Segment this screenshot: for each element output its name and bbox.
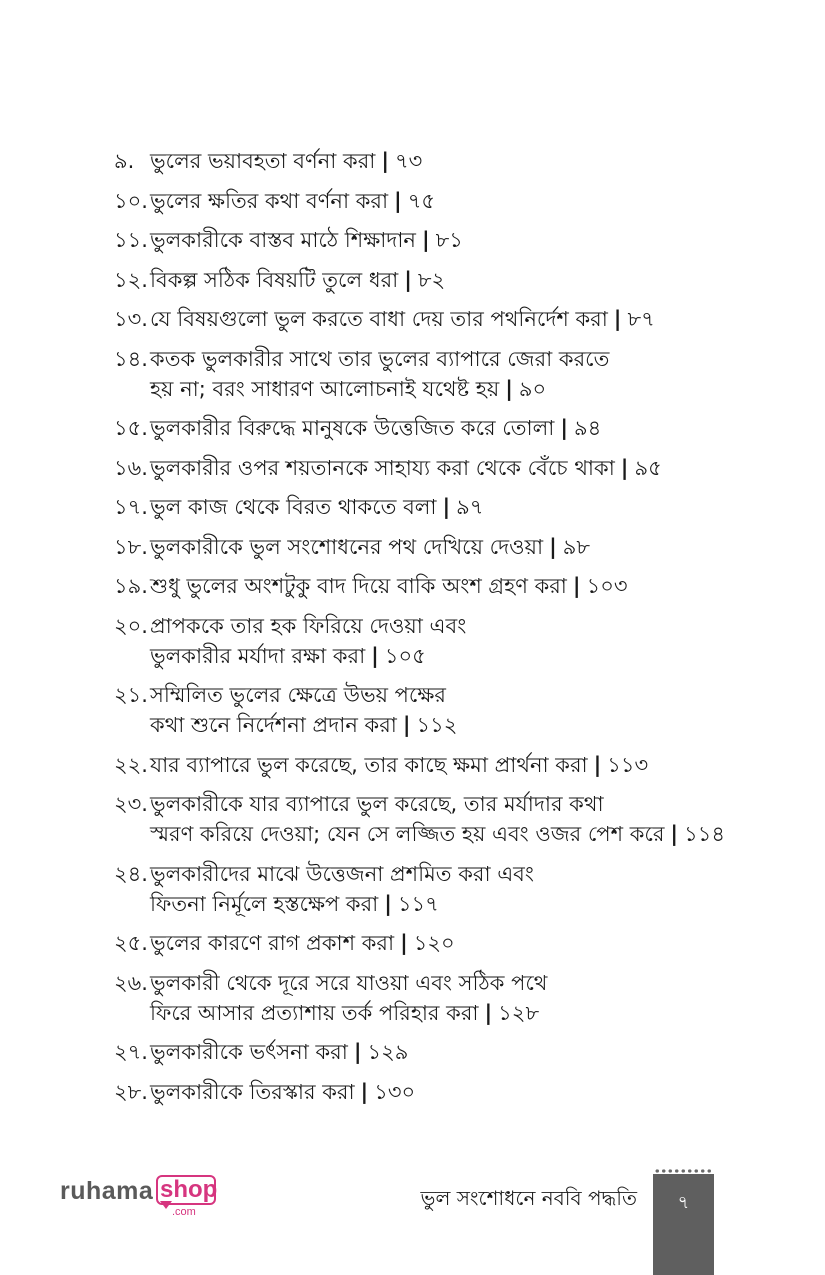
toc-entry-title-line [150,374,754,404]
page-number: ৭ [677,1192,690,1213]
toc-entry-page: ৭৫ [407,188,435,213]
toc-separator: | [560,416,569,440]
toc-entry [114,304,754,334]
toc-entry [114,265,754,295]
toc-entry-title: সম্মিলিত ভুলের ক্ষেত্রে উভয় পক্ষের [150,683,446,707]
toc-entry-page: ৯৪ [574,416,602,440]
toc-entry-body [150,265,754,295]
toc-separator: | [620,455,629,480]
toc-entry-body [150,680,754,740]
toc-separator: | [394,188,402,213]
toc-entry-title-line [150,532,754,562]
toc-entry-page: ৯৫ [634,455,662,480]
toc-entry-title-line [150,1037,754,1067]
logo-shop-text: shop [160,1176,218,1203]
toc-entry-page: ৮৭ [627,307,655,331]
toc-entry-body [150,186,754,216]
toc-separator: | [402,713,411,737]
toc-entry-body [150,413,754,443]
toc-entry-title: ভুলকারীর বিরুদ্ধে মানুষকে উত্তেজিত করে তোলা [150,416,555,440]
toc-entry-title: ভুল কাজ থেকে বিরত থাকতে বলা [150,495,437,519]
toc-entry-number: ২৮. [114,1079,148,1104]
toc-entry [114,146,754,176]
toc-entry-title: শুধু ভুলের অংশটুকু বাদ দিয়ে বাকি অংশ গ্রহণ করা [150,574,567,598]
toc-entry-body [150,928,754,958]
toc-entry-body [150,968,754,1028]
toc-entry-title: ভুলকারী থেকে দূরে সরে যাওয়া এবং সঠিক পথে [150,970,548,995]
toc-entry-title: ভুলের ভয়াবহতা বর্ণনা করা [150,149,376,173]
toc-entry-title-line [150,680,754,710]
toc-entry [114,789,754,849]
toc-entry-page: ১১৩ [607,752,649,777]
toc-entry-title-line [150,453,754,483]
logo-ruhama-text: ruhama [60,1177,154,1205]
table-of-contents [114,146,754,1116]
toc-entry [114,532,754,562]
toc-entry-page: ৯০ [518,376,547,401]
toc-entry-title-line [150,304,754,334]
toc-separator: | [360,1079,369,1104]
toc-entry-number: ১৮. [114,534,148,559]
toc-entry-body [150,1077,754,1107]
toc-entry [114,1077,754,1107]
toc-entry [114,571,754,601]
toc-entry-title: ভুলকারীকে ভুল সংশোধনের পথ দেখিয়ে দেওয়া [150,534,544,559]
toc-entry-title: ভুলের কারণে রাগ প্রকাশ করা [150,931,395,955]
toc-entry-title: ভুলকারীকে তিরস্কার করা [150,1079,355,1104]
toc-entry-title: ভুলকারীকে যার ব্যাপারে ভুল করেছে, তার মর্যাদার কথা [150,792,604,816]
toc-entry-body [150,571,754,601]
toc-entry-page: ১২৯ [367,1040,409,1064]
toc-entry-page: ৭৩ [395,149,423,173]
toc-separator: | [572,574,581,598]
toc-entry-title-line [150,146,754,176]
toc-entry-title-line [150,186,754,216]
toc-entry-number: ১১. [114,228,148,252]
toc-separator: | [484,1000,493,1025]
toc-entry-body [150,750,754,780]
toc-entry [114,859,754,919]
toc-separator: | [442,495,451,519]
toc-separator: | [384,891,392,916]
toc-entry [114,453,754,483]
toc-entry-page: ১১২ [416,713,458,737]
toc-separator: | [549,534,557,559]
toc-entry-title-line [150,1077,754,1107]
toc-entry-title-line [150,859,754,889]
toc-entry-title-line [150,571,754,601]
toc-entry-title-line [150,889,754,919]
toc-entry-body [150,225,754,255]
toc-entry-title: ভুলকারীকে ভর্ৎসনা করা [150,1040,348,1064]
toc-entry-title-line [150,928,754,958]
toc-entry [114,968,754,1028]
toc-entry-number: ২৫. [114,931,148,955]
ruhamashop-logo [60,1175,230,1225]
toc-entry-page: ১১৪ [684,822,725,846]
toc-entry-number: ১০. [114,188,148,213]
toc-entry-title: ভুলকারীকে বাস্তব মাঠে শিক্ষাদান [150,228,416,252]
toc-entry-number: ২১. [114,683,148,707]
toc-entry [114,611,754,671]
toc-entry-title-line [150,225,754,255]
toc-entry [114,680,754,740]
toc-entry-title-line [150,710,754,740]
toc-entry-number: ১৫. [114,416,148,440]
page-tab-dotted-edge [653,1168,714,1174]
toc-entry-page: ১০৩ [586,574,628,598]
toc-entry-number: ২৪. [114,861,148,886]
toc-entry [114,225,754,255]
toc-entry-title-line [150,750,754,780]
toc-entry-title: ফিতনা নির্মূলে হস্তক্ষেপ করা [150,891,379,916]
toc-entry-number: ১৯. [114,574,148,598]
toc-separator: | [670,822,679,846]
toc-entry-page: ১২৮ [498,1000,540,1025]
toc-separator: | [400,931,408,955]
toc-entry-number: ২০. [114,613,148,638]
toc-entry-title: ভুলকারীদের মাঝে উত্তেজনা প্রশমিত করা এবং [150,861,534,886]
logo-speech-tail [160,1201,172,1209]
toc-entry-body [150,344,754,404]
toc-separator: | [505,376,513,401]
toc-entry-page: ৯৭ [456,495,484,519]
toc-entry-title-line [150,641,754,671]
toc-entry-title-line [150,413,754,443]
toc-entry [114,492,754,522]
toc-entry-title-line [150,819,754,849]
logo-com-text: .com [172,1206,196,1218]
toc-entry-title-line [150,611,754,641]
toc-entry-number: ১৬. [114,455,148,480]
toc-entry-body [150,453,754,483]
toc-entry-title-line [150,998,754,1028]
toc-entry [114,750,754,780]
toc-entry [114,344,754,404]
toc-entry-title: ভুলকারীর ওপর শয়তানকে সাহায্য করা থেকে বেঁচে থাকা [150,455,615,480]
toc-entry-title: যে বিষয়গুলো ভুল করতে বাধা দেয় তার পথনির্দেশ করা [150,307,608,331]
toc-entry-body [150,611,754,671]
toc-entry-title-line [150,492,754,522]
toc-entry-body [150,146,754,176]
running-footer-book-title: ভুল সংশোধনে নববি পদ্ধতি [420,1186,637,1210]
toc-entry-body [150,532,754,562]
toc-entry-title: স্মরণ করিয়ে দেওয়া; যেন সে লজ্জিত হয় এবং ওজর পেশ করে [150,822,665,846]
toc-entry-body [150,1037,754,1067]
toc-entry-page: ৮১ [435,228,463,252]
toc-entry-body [150,492,754,522]
toc-separator: | [404,267,412,292]
toc-entry-number: ২২. [114,752,148,777]
toc-entry-number: ৯. [114,149,135,173]
toc-entry-page: ৮২ [417,267,446,292]
toc-entry-title: কথা শুনে নির্দেশনা প্রদান করা [150,713,397,737]
toc-entry-number: ২৩. [114,792,148,816]
toc-entry-body [150,304,754,334]
toc-entry-number: ২৬. [114,970,148,995]
toc-separator: | [371,643,379,668]
toc-entry-title: হয় না; বরং সাধারণ আলোচনাই যথেষ্ট হয় [150,376,500,401]
toc-separator: | [613,307,622,331]
toc-entry-title-line [150,968,754,998]
toc-entry-number: ২৭. [114,1040,148,1064]
toc-entry [114,928,754,958]
toc-separator: | [381,149,390,173]
toc-entry-title: কতক ভুলকারীর সাথে তার ভুলের ব্যাপারে জেরা করতে [150,346,610,371]
toc-entry-page: ১০৫ [384,643,426,668]
toc-entry [114,1037,754,1067]
toc-entry [114,186,754,216]
toc-entry-page: ১৩০ [374,1079,416,1104]
toc-entry-body [150,859,754,919]
toc-entry [114,413,754,443]
toc-entry-title: ফিরে আসার প্রত্যাশায় তর্ক পরিহার করা [150,1000,479,1025]
toc-entry-title: ভুলকারীর মর্যাদা রক্ষা করা [150,643,366,668]
toc-separator: | [353,1040,362,1064]
toc-entry-title: প্রাপককে তার হক ফিরিয়ে দেওয়া এবং [150,613,467,638]
toc-separator: | [421,228,430,252]
toc-entry-page: ১২০ [413,931,455,955]
toc-entry-number: ১২. [114,267,148,292]
toc-entry-page: ৯৮ [562,534,591,559]
toc-entry-title: বিকল্প সঠিক বিষয়টি তুলে ধরা [150,267,399,292]
toc-entry-number: ১৭. [114,495,148,519]
toc-entry-title: ভুলের ক্ষতির কথা বর্ণনা করা [150,188,389,213]
toc-entry-title-line [150,789,754,819]
toc-entry-page: ১১৭ [397,891,439,916]
page-number-tab [653,1174,714,1275]
toc-entry-title-line [150,344,754,374]
toc-separator: | [593,752,602,777]
toc-entry-number: ১৩. [114,307,148,331]
toc-entry-number: ১৪. [114,346,148,371]
toc-entry-title-line [150,265,754,295]
toc-entry-title: যার ব্যাপারে ভুল করেছে, তার কাছে ক্ষমা প্রার্থনা করা [150,752,588,777]
toc-entry-body [150,789,754,849]
